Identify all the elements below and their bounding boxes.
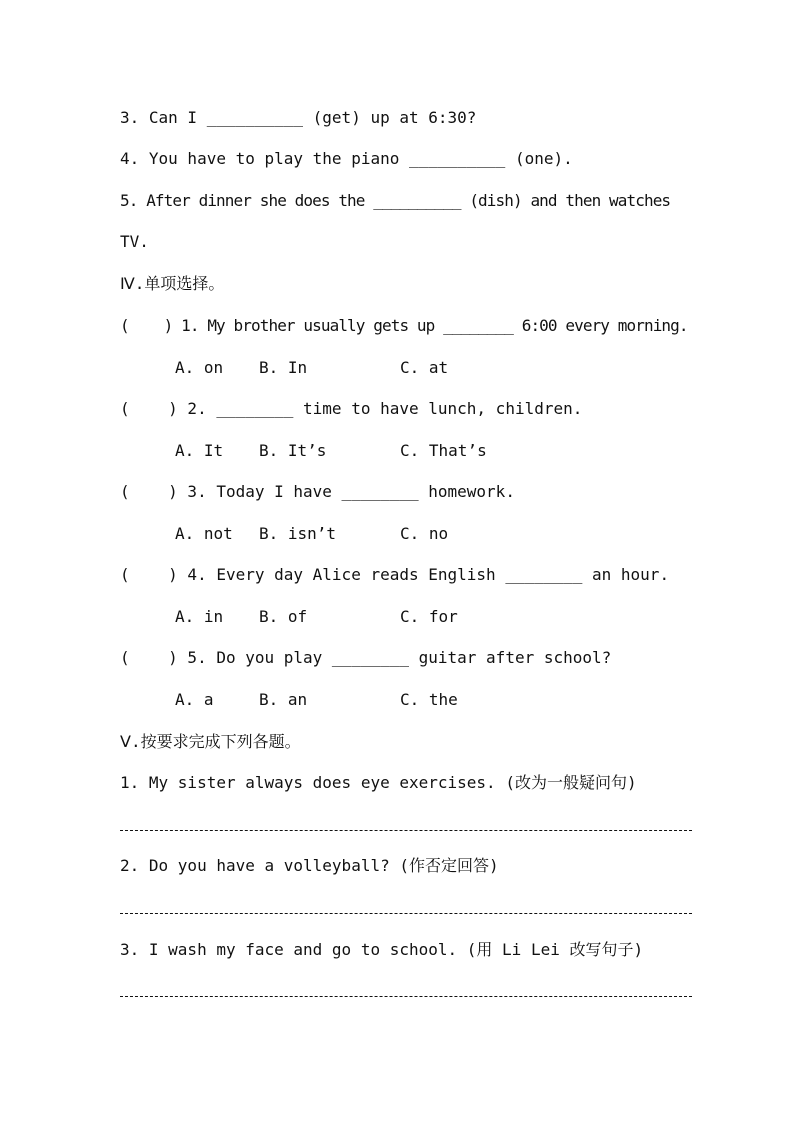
- choice-2-option-c: C. That’s: [400, 441, 487, 460]
- choice-4-option-a: A. in: [175, 607, 224, 626]
- section-4-heading: Ⅳ.单项选择。: [120, 274, 225, 293]
- section-5-heading: Ⅴ.按要求完成下列各题。: [120, 732, 301, 751]
- rewrite-question-3: 3. I wash my face and go to school. (用 Li Lei 改写句子): [120, 940, 644, 959]
- choice-1-option-a: A. on: [175, 358, 224, 377]
- choice-5-option-b: B. an: [259, 690, 308, 709]
- question-3: 3. Can I __________ (get) up at 6:30?: [120, 108, 477, 127]
- choice-4-option-b: B. of: [259, 607, 308, 626]
- question-5-line-2: TV.: [120, 232, 149, 251]
- choice-question-4: ( ) 4. Every day Alice reads English ________ an hour.: [120, 565, 670, 584]
- choice-5-option-a: A. a: [175, 690, 214, 709]
- choice-question-1: ( ) 1. My brother usually gets up ________ 6:00 every morning.: [120, 316, 688, 335]
- question-4: 4. You have to play the piano __________ (one).: [120, 149, 573, 168]
- choice-3-option-a: A. not: [175, 524, 233, 543]
- choice-5-option-c: C. the: [400, 690, 458, 709]
- choice-1-option-b: B. In: [259, 358, 308, 377]
- choice-4-option-c: C. for: [400, 607, 458, 626]
- rewrite-question-2: 2. Do you have a volleyball? (作否定回答): [120, 856, 499, 875]
- choice-question-2: ( ) 2. ________ time to have lunch, children.: [120, 399, 583, 418]
- choice-3-option-c: C. no: [400, 524, 449, 543]
- choice-question-3: ( ) 3. Today I have ________ homework.: [120, 482, 515, 501]
- answer-line-2: [120, 913, 692, 914]
- rewrite-question-1: 1. My sister always does eye exercises. (改为一般疑问句): [120, 773, 637, 792]
- choice-2-option-b: B. It’s: [259, 441, 327, 460]
- question-5-line-1: 5. After dinner she does the __________ (dish) and then watches: [120, 191, 671, 210]
- answer-line-3: [120, 996, 692, 997]
- choice-1-option-c: C. at: [400, 358, 449, 377]
- choice-3-option-b: B. isn’t: [259, 524, 337, 543]
- choice-question-5: ( ) 5. Do you play ________ guitar after school?: [120, 648, 612, 667]
- choice-2-option-a: A. It: [175, 441, 224, 460]
- answer-line-1: [120, 830, 692, 831]
